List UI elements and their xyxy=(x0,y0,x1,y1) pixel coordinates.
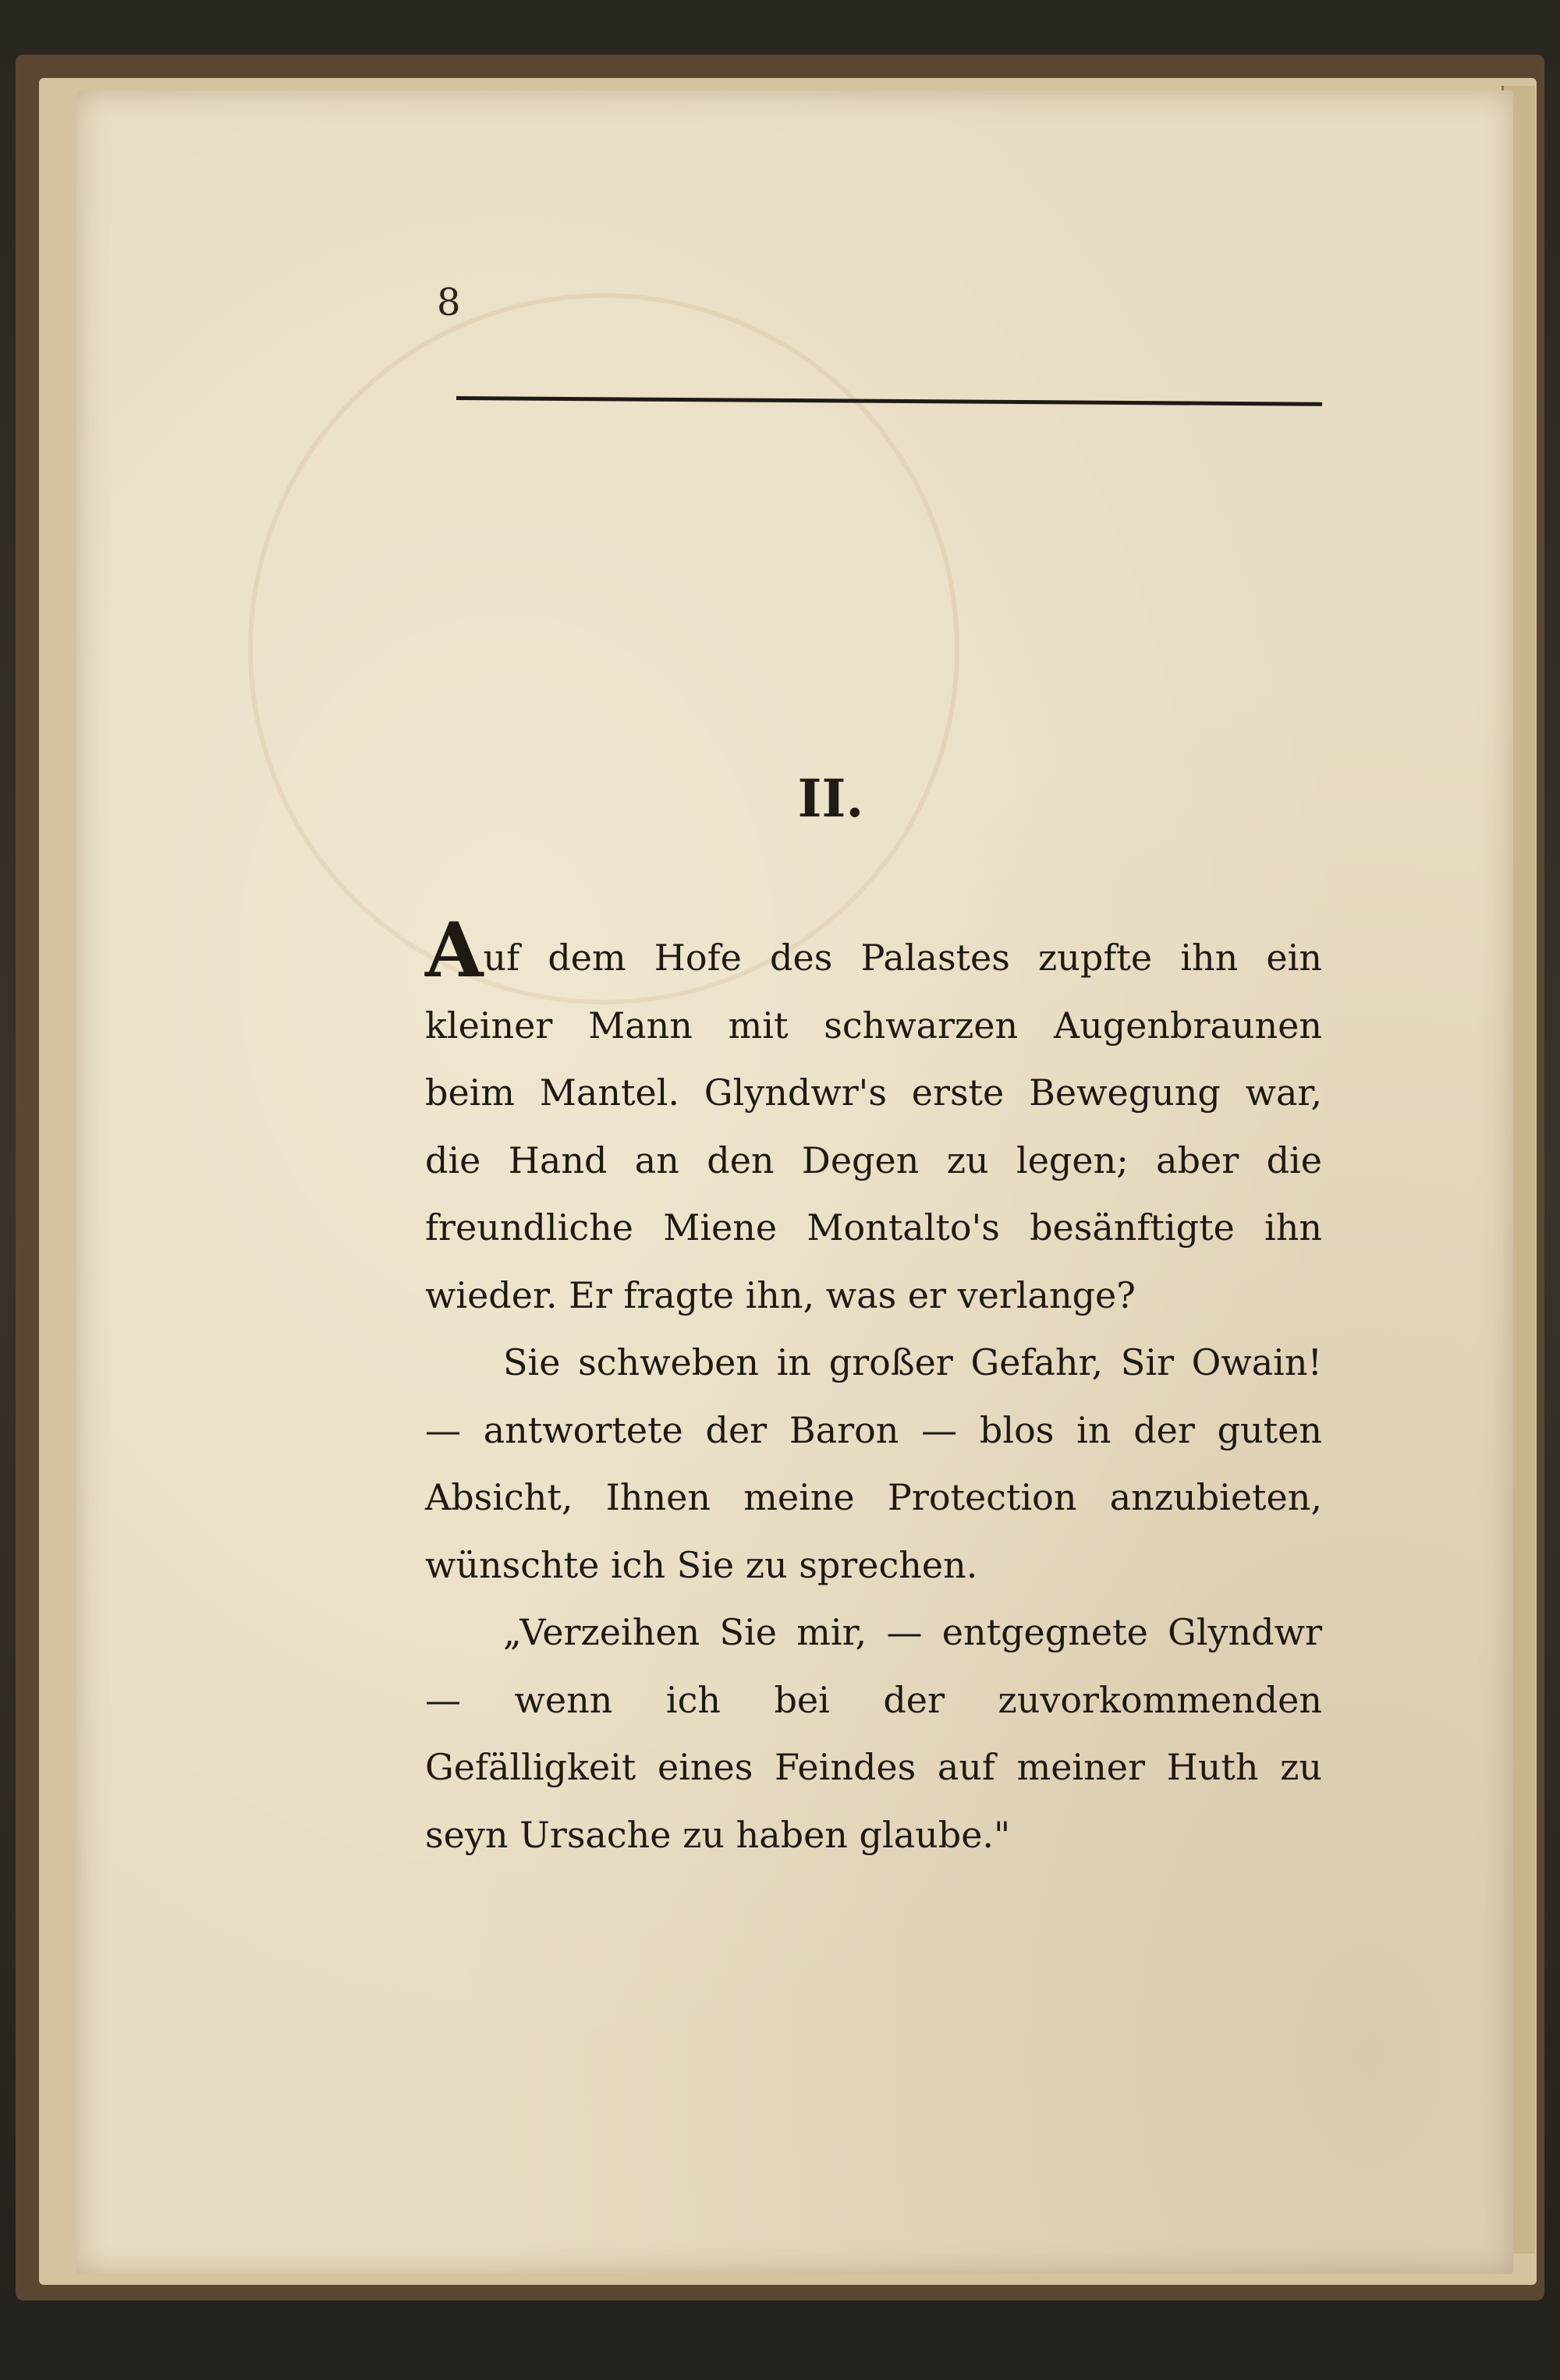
chapter-heading: II. xyxy=(797,768,864,829)
initial-letter: A xyxy=(425,906,484,994)
paragraph-3: „Verzeihen Sie mir, — entgegnete Glyndwr — wenn ich bei der zuvorkommenden Gefälligkeit eines Feindes auf meiner Huth zu seyn Ursache zu haben glaube." xyxy=(425,1611,1322,1856)
page-number: 8 xyxy=(437,281,461,324)
paragraph-1 xyxy=(425,906,1322,1329)
paragraph-2: Sie schweben in großer Gefahr, Sir Owain! — antwortete der Baron — blos in der guten Absicht, Ihnen meine Protection anzubieten, wünschte ich Sie zu sprechen. xyxy=(425,1341,1322,1586)
body-text xyxy=(425,906,1322,1868)
paragraph-1-text: uf dem Hofe des Palastes zupfte ihn ein kleiner Mann mit schwarzen Augenbraunen beim Mantel. Glyndwr's erste Bewegung war, die Hand an den Degen zu legen; aber die freundliche Miene Montalto's besänftigte ihn wieder. Er fragte ihn, was er verlange? xyxy=(425,937,1322,1316)
